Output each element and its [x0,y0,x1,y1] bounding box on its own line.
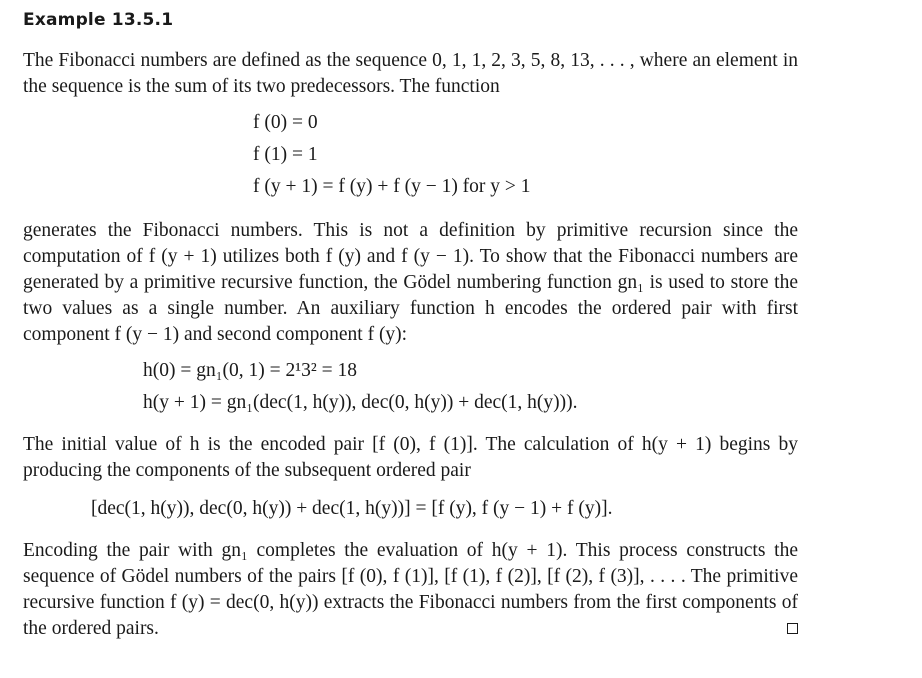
equation-f0: f (0) = 0 [253,112,318,133]
equation-hy: h(y + 1) = gn₁(dec(1, h(y)), dec(0, h(y)) + dec(1, h(y))). [143,392,578,413]
example-heading: Example 13.5.1 [23,10,174,30]
qed-square-icon [787,623,798,634]
calculation-paragraph: The initial value of h is the encoded pair [f (0), f (1)]. The calculation of h(y + 1) begins by producing the components of the subsequent ordered pair [23,434,798,481]
conclusion-paragraph: Encoding the pair with gn₁ completes the evaluation of h(y + 1). This process constructs the sequence of Gödel numbers of the pairs [f (0), f (1)], [f (1), f (2)], [f (2), f (3)], . . . . The primitive recursive function f (y) = dec(0, h(y)) extracts the Fibonacci numbers from the first components of the ordered pairs. [23,540,798,639]
equation-pair: [dec(1, h(y)), dec(0, h(y)) + dec(1, h(y))] = [f (y), f (y − 1) + f (y)]. [91,498,613,519]
ordered-pair-equation-block [91,496,798,522]
intro-paragraph: The Fibonacci numbers are defined as the sequence 0, 1, 1, 2, 3, 5, 8, 13, . . . , where an element in the sequence is the sum of its two predecessors. The function [23,50,798,97]
equation-h0: h(0) = gn₁(0, 1) = 2¹3² = 18 [143,360,357,381]
explanation-paragraph: generates the Fibonacci numbers. This is not a definition by primitive recursion since the computation of f (y + 1) utilizes both f (y) and f (y − 1). To show that the Fibonacci numbers are generated by a primitive recursive function, the Gödel numbering function gn₁ is used to store the two values as a single number. An auxiliary function h encodes the ordered pair with first component f (y − 1) and second component f (y): [23,220,798,345]
equation-f1: f (1) = 1 [253,144,318,165]
fibonacci-definition [253,110,798,206]
conclusion-block [23,538,798,642]
example-page [23,10,798,642]
equation-fy: f (y + 1) = f (y) + f (y − 1) for y > 1 [253,176,531,197]
auxiliary-function-definition [143,358,798,422]
